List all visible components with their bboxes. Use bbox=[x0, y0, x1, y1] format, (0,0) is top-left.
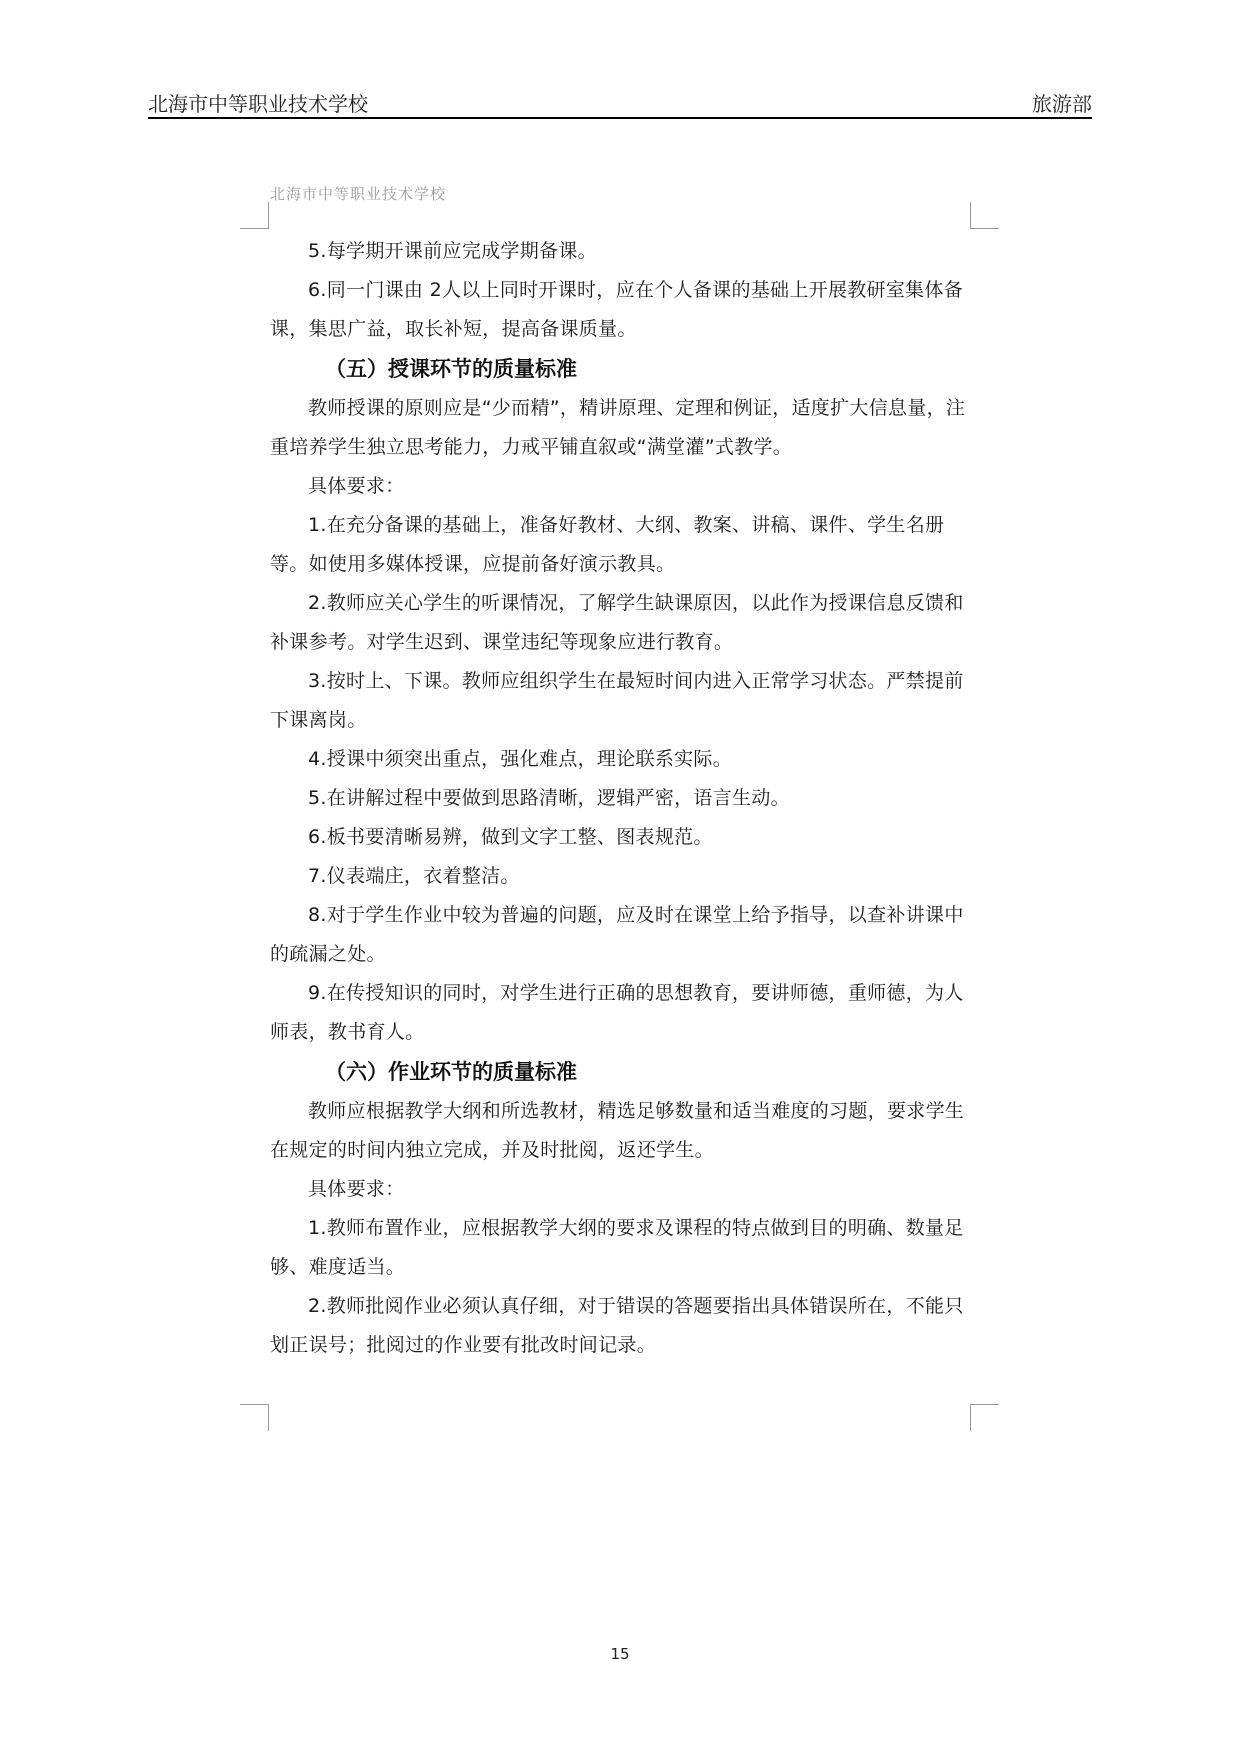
body-paragraph: 7.仪表端庄，衣着整洁。 bbox=[308, 865, 520, 887]
body-paragraph: 6.同一门课由 2人以上同时开课时，应在个人备课的基础上开展教研室集体备课，集思广益，取长补短，提高备课质量。 bbox=[270, 279, 964, 340]
body-paragraph: 3.按时上、下课。教师应组织学生在最短时间内进入正常学习状态。严禁提前下课离岗。 bbox=[270, 670, 964, 731]
crop-mark-bottom-left bbox=[240, 1404, 269, 1431]
crop-mark-top-right bbox=[970, 202, 999, 229]
body-paragraph: 4.授课中须突出重点，强化难点，理论联系实际。 bbox=[308, 748, 733, 770]
inner-page-header: 北海市中等职业技术学校 bbox=[270, 185, 447, 203]
body-paragraph: 8.对于学生作业中较为普遍的问题，应及时在课堂上给予指导，以查补讲课中的疏漏之处。 bbox=[270, 904, 964, 965]
body-paragraph: 教师应根据教学大纲和所选教材，精选足够数量和适当难度的习题，要求学生在规定的时间内独立完成，并及时批阅，返还学生。 bbox=[270, 1100, 965, 1161]
body-paragraph: 1.在充分备课的基础上，准备好教材、大纲、教案、讲稿、课件、学生名册等。如使用多媒体授课，应提前备好演示教具。 bbox=[270, 514, 945, 575]
body-paragraph: 教师授课的原则应是“少而精”，精讲原理、定理和例证，适度扩大信息量，注重培养学生独立思考能力，力戒平铺直叙或“满堂灌”式教学。 bbox=[270, 397, 966, 458]
body-paragraph: 9.在传授知识的同时，对学生进行正确的思想教育，要讲师德，重师德，为人师表，教书育人。 bbox=[270, 982, 964, 1043]
body-paragraph: 1.教师布置作业，应根据教学大纲的要求及课程的特点做到目的明确、数量足够、难度适当。 bbox=[270, 1217, 964, 1278]
section-heading: （五）授课环节的质量标准 bbox=[325, 357, 577, 381]
crop-mark-top-left bbox=[240, 202, 269, 229]
page-header-department: 旅游部 bbox=[1032, 92, 1092, 116]
section-heading: （六）作业环节的质量标准 bbox=[325, 1060, 577, 1084]
header-rule bbox=[148, 117, 1092, 119]
body-paragraph: 5.每学期开课前应完成学期备课。 bbox=[308, 240, 597, 262]
page-number: 15 bbox=[610, 1645, 630, 1663]
body-paragraph: 具体要求： bbox=[308, 1178, 405, 1200]
page-header-school: 北海市中等职业技术学校 bbox=[148, 92, 368, 116]
document-body bbox=[270, 232, 970, 1365]
body-paragraph: 6.板书要清晰易辨，做到文字工整、图表规范。 bbox=[308, 826, 713, 848]
body-paragraph: 2.教师批阅作业必须认真仔细，对于错误的答题要指出具体错误所在，不能只划正误号；批阅过的作业要有批改时间记录。 bbox=[270, 1295, 964, 1356]
body-paragraph: 2.教师应关心学生的听课情况，了解学生缺课原因，以此作为授课信息反馈和补课参考。对学生迟到、课堂违纪等现象应进行教育。 bbox=[270, 592, 964, 653]
body-paragraph: 具体要求： bbox=[308, 475, 405, 497]
crop-mark-bottom-right bbox=[970, 1404, 999, 1431]
body-paragraph: 5.在讲解过程中要做到思路清晰，逻辑严密，语言生动。 bbox=[308, 787, 790, 809]
